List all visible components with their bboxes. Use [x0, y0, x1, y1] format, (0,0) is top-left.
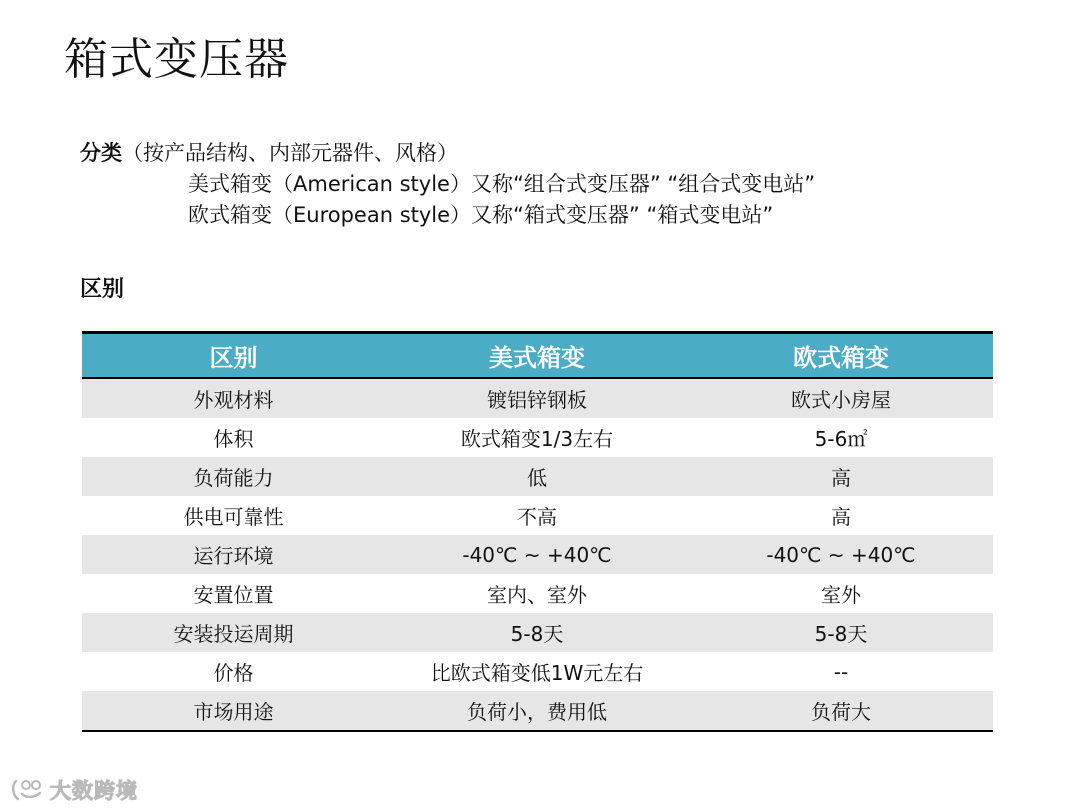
- row-label-cell: 运行环境: [82, 535, 385, 574]
- european-cell: 高: [689, 457, 993, 496]
- american-cell: 负荷小，费用低: [385, 691, 689, 731]
- american-cell: 低: [385, 457, 689, 496]
- european-cell: 高: [689, 496, 993, 535]
- watermark: [10, 775, 138, 805]
- european-cell: -40℃ ~ +40℃: [689, 535, 993, 574]
- row-label-cell: 外观材料: [82, 378, 385, 418]
- table-row: [82, 691, 993, 731]
- table-row: [82, 378, 993, 418]
- american-cell: 不高: [385, 496, 689, 535]
- difference-heading: 区别: [80, 277, 125, 302]
- european-style-line: 欧式箱变（European style）又称“箱式变压器” “箱式变电站”: [188, 203, 774, 227]
- classification-note: （按产品结构、内部元器件、风格）: [122, 141, 458, 165]
- european-cell: 室外: [689, 574, 993, 613]
- row-label-cell: 市场用途: [82, 691, 385, 731]
- watermark-text: 大数跨境: [50, 779, 138, 803]
- table-row: [82, 457, 993, 496]
- row-label-cell: 供电可靠性: [82, 496, 385, 535]
- row-label-cell: 安置位置: [82, 574, 385, 613]
- table-row: [82, 535, 993, 574]
- american-cell: 室内、室外: [385, 574, 689, 613]
- american-cell: -40℃ ~ +40℃: [385, 535, 689, 574]
- comparison-table: [82, 331, 993, 732]
- table-row: [82, 652, 993, 691]
- classification-label: 分类: [80, 141, 122, 165]
- american-cell: 比欧式箱变低1W元左右: [385, 652, 689, 691]
- classification-block: [80, 138, 815, 231]
- american-cell: 欧式箱变1/3左右: [385, 418, 689, 457]
- header-cell-european: 欧式箱变: [689, 333, 993, 379]
- table-row: [82, 613, 993, 652]
- american-cell: 镀铝锌钢板: [385, 378, 689, 418]
- header-cell-american: 美式箱变: [385, 333, 689, 379]
- table-header-row: [82, 333, 993, 379]
- page-title: 箱式变压器: [64, 34, 289, 85]
- european-cell: 5-6㎡: [689, 418, 993, 457]
- table-row: [82, 574, 993, 613]
- european-cell: --: [689, 652, 993, 691]
- header-cell-difference: 区别: [82, 333, 385, 379]
- table-row: [82, 496, 993, 535]
- american-cell: 5-8天: [385, 613, 689, 652]
- row-label-cell: 负荷能力: [82, 457, 385, 496]
- row-label-cell: 体积: [82, 418, 385, 457]
- european-cell: 负荷大: [689, 691, 993, 731]
- european-cell: 欧式小房屋: [689, 378, 993, 418]
- table-row: [82, 418, 993, 457]
- classification-line: [80, 138, 815, 169]
- row-label-cell: 价格: [82, 652, 385, 691]
- row-label-cell: 安装投运周期: [82, 613, 385, 652]
- american-style-line: 美式箱变（American style）又称“组合式变压器” “组合式变电站”: [188, 172, 816, 196]
- european-cell: 5-8天: [689, 613, 993, 652]
- brand-logo-icon: [10, 777, 46, 803]
